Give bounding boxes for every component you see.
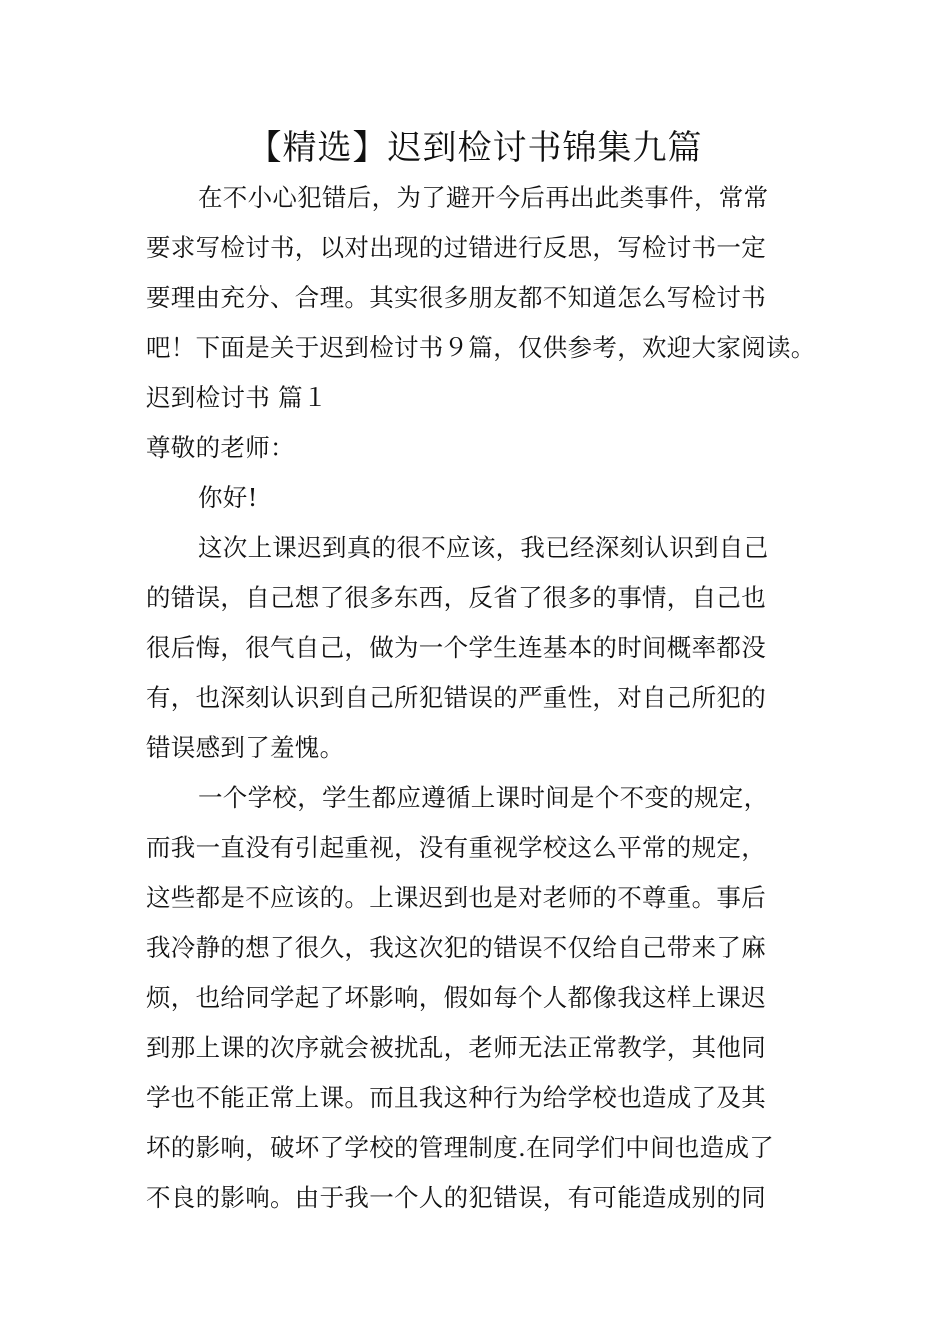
paragraph2-line-1: 一个学校，学生都应遵循上课时间是个不变的规定， [198,783,769,812]
document-title: 【精选】迟到检讨书锦集九篇 [247,128,703,168]
paragraph1-line-3: 很后悔，很气自己，做为一个学生连基本的时间概率都没 [146,633,766,662]
paragraph2-line-2: 而我一直没有引起重视，没有重视学校这么平常的规定， [146,833,766,862]
intro-line-3: 要理由充分、合理。其实很多朋友都不知道怎么写检讨书 [146,283,766,312]
intro-line-1: 在不小心犯错后，为了避开今后再出此类事件，常常 [198,183,769,212]
paragraph1-line-5: 错误感到了羞愧。 [146,733,345,762]
paragraph2-line-8: 坏的影响，破坏了学校的管理制度.在同学们中间也造成了 [146,1133,775,1162]
intro-line-4: 吧！下面是关于迟到检讨书９篇，仅供参考，欢迎大家阅读。 [146,333,816,362]
paragraph1-line-4: 有，也深刻认识到自己所犯错误的严重性，对自己所犯的 [146,683,766,712]
paragraph2-line-9: 不良的影响。由于我一个人的犯错误，有可能造成别的同 [146,1183,766,1212]
paragraph2-line-6: 到那上课的次序就会被扰乱，老师无法正常教学，其他同 [146,1033,766,1062]
greeting: 你好! [198,483,258,512]
intro-line-2: 要求写检讨书，以对出现的过错进行反思，写检讨书一定 [146,233,766,262]
paragraph2-line-3: 这些都是不应该的。上课迟到也是对老师的不尊重。事后 [146,883,766,912]
salutation: 尊敬的老师： [146,433,295,462]
paragraph1-line-1: 这次上课迟到真的很不应该，我已经深刻认识到自己 [198,533,769,562]
paragraph2-line-4: 我冷静的想了很久，我这次犯的错误不仅给自己带来了麻 [146,933,766,962]
paragraph2-line-7: 学也不能正常上课。而且我这种行为给学校也造成了及其 [146,1083,766,1112]
section-heading: 迟到检讨书 篇１ [146,383,328,412]
paragraph2-line-5: 烦，也给同学起了坏影响，假如每个人都像我这样上课迟 [146,983,766,1012]
paragraph1-line-2: 的错误，自己想了很多东西，反省了很多的事情，自己也 [146,583,766,612]
